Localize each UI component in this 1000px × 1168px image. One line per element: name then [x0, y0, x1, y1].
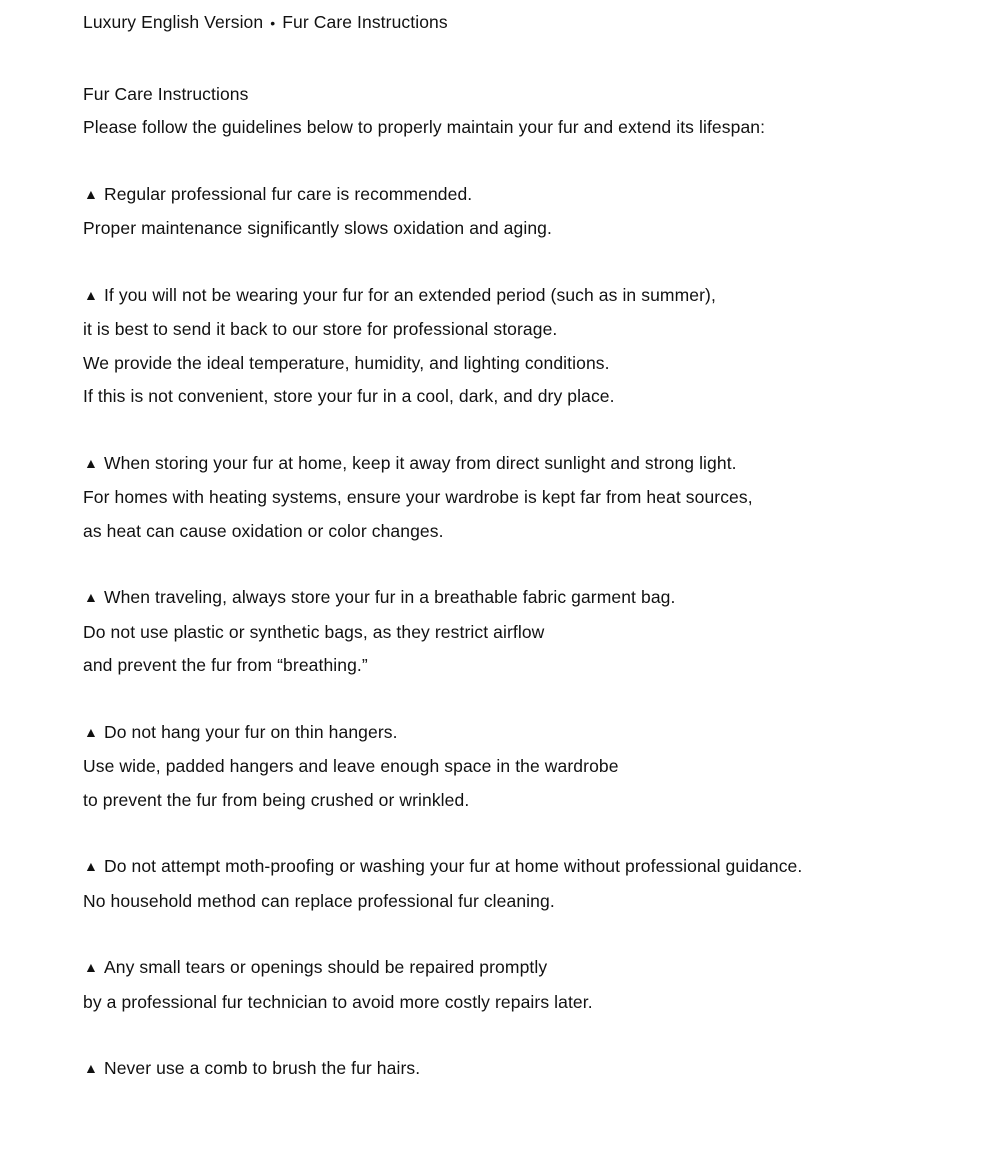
care-line	[83, 784, 940, 818]
triangle-bullet-icon: ▲	[84, 858, 98, 874]
care-line	[83, 313, 940, 347]
care-line-text: to prevent the fur from being crushed or wrinkled.	[83, 789, 470, 810]
care-line	[83, 447, 940, 482]
care-line	[83, 279, 940, 314]
care-line	[83, 716, 940, 751]
intro-paragraph: Please follow the guidelines below to properly maintain your fur and extend its lifespan:	[83, 117, 766, 137]
care-line	[83, 212, 940, 246]
care-line-text: and prevent the fur from “breathing.”	[83, 655, 368, 675]
triangle-bullet-icon: ▲	[84, 286, 98, 303]
care-line	[83, 581, 940, 616]
triangle-bullet-icon: ▲	[84, 1060, 98, 1076]
triangle-bullet-icon: ▲	[84, 589, 98, 605]
care-line	[83, 481, 940, 515]
breadcrumb-item-version: Luxury English Version	[83, 12, 264, 32]
care-line	[83, 885, 940, 919]
care-line-text: We provide the ideal temperature, humidity, and lighting conditions.	[83, 352, 610, 373]
care-line-text: it is best to send it back to our store for professional storage.	[83, 319, 558, 339]
care-line	[83, 515, 940, 549]
triangle-bullet-icon: ▲	[84, 454, 98, 471]
care-line-text: When traveling, always store your fur in a breathable fabric garment bag.	[103, 587, 676, 607]
care-line	[83, 178, 940, 213]
breadcrumb	[60, 0, 940, 35]
care-line-text: For homes with heating systems, ensure your wardrobe is kept far from heat sources,	[83, 487, 753, 507]
breadcrumb-separator: •	[270, 14, 276, 31]
care-section	[83, 447, 940, 549]
breadcrumb-item-current: Fur Care Instructions	[282, 12, 448, 32]
care-section	[83, 581, 940, 683]
care-line	[83, 380, 940, 414]
care-section	[83, 178, 940, 246]
care-line-text: as heat can cause oxidation or color changes.	[83, 520, 444, 541]
care-line	[83, 986, 940, 1020]
care-section	[83, 279, 940, 414]
care-line-text: When storing your fur at home, keep it away from direct sunlight and strong light.	[103, 452, 737, 473]
triangle-bullet-icon: ▲	[84, 723, 98, 740]
care-line-text: No household method can replace professional fur cleaning.	[83, 890, 555, 911]
care-line-text: by a professional fur technician to avoid more costly repairs later.	[83, 991, 593, 1012]
document-body	[60, 35, 940, 1087]
care-line-text: Do not use plastic or synthetic bags, as they restrict airflow	[83, 621, 545, 642]
care-line	[83, 850, 940, 885]
care-line	[83, 649, 940, 683]
care-line-text: Do not attempt moth-proofing or washing your fur at home without professional guidance.	[103, 856, 803, 876]
care-line-text: Proper maintenance significantly slows oxidation and aging.	[83, 218, 552, 238]
care-line	[83, 1052, 940, 1087]
care-section	[83, 850, 940, 918]
care-line	[83, 951, 940, 986]
care-line-text: Any small tears or openings should be repaired promptly	[103, 957, 548, 977]
care-line-text: Do not hang your fur on thin hangers.	[103, 721, 398, 742]
care-line	[83, 750, 940, 784]
triangle-bullet-icon: ▲	[84, 959, 98, 975]
triangle-bullet-icon: ▲	[84, 185, 98, 202]
care-section	[83, 1052, 940, 1087]
care-section	[83, 951, 940, 1019]
care-line-text: If you will not be wearing your fur for an extended period (such as in summer),	[103, 284, 716, 305]
care-line-text: Regular professional fur care is recommended.	[103, 183, 473, 204]
page-title: Fur Care Instructions	[83, 83, 249, 104]
care-line-text: If this is not convenient, store your fur in a cool, dark, and dry place.	[83, 386, 615, 406]
care-line	[83, 616, 940, 650]
care-section	[83, 716, 940, 818]
care-line-text: Never use a comb to brush the fur hairs.	[103, 1058, 421, 1078]
care-line	[83, 347, 940, 381]
care-line-text: Use wide, padded hangers and leave enough space in the wardrobe	[83, 756, 619, 776]
